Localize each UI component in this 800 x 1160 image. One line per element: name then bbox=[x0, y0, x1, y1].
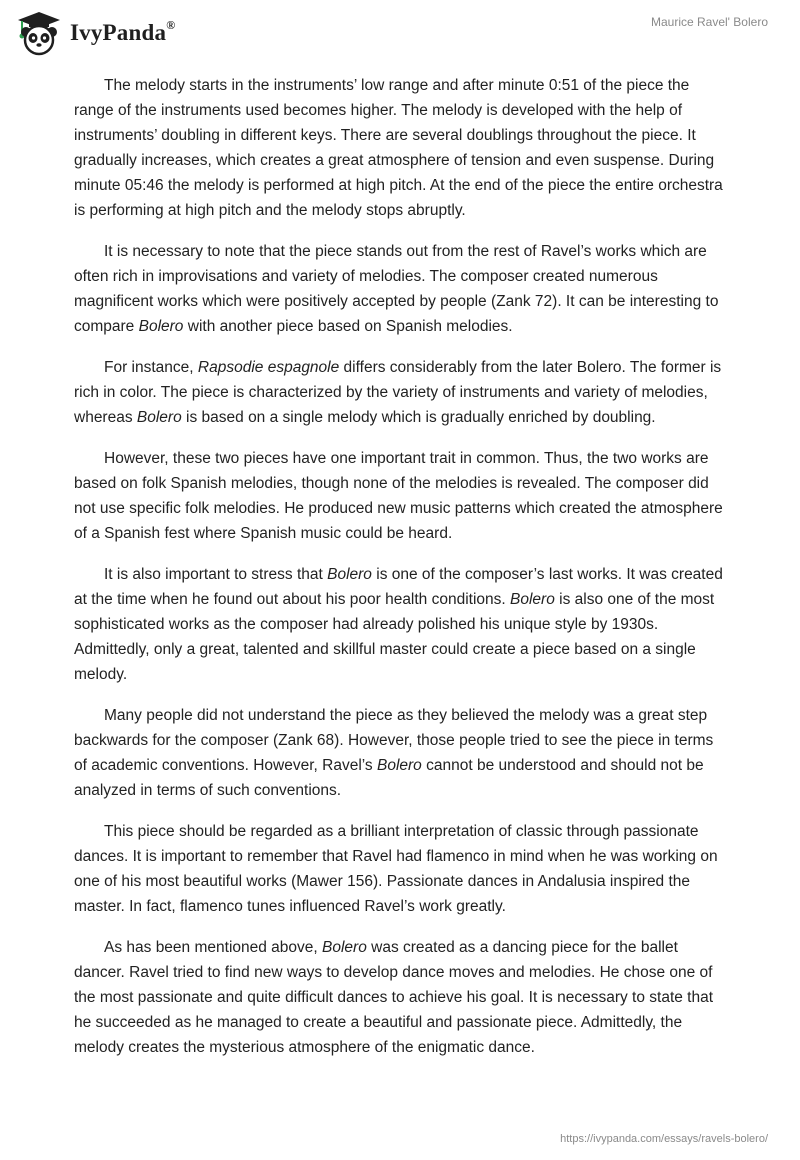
paragraph-text: However, these two pieces have one important trait in common. Thus, the two works are based on folk Spanish melodies, though none of the melodies is revealed. The composer did not use specific folk melodies. He produced new music patterns which created the atmosphere of a Spanish fest where Spanish music could be heard. bbox=[74, 450, 723, 542]
body-paragraph bbox=[74, 935, 726, 1060]
paragraph-text: It is necessary to note that the piece stands out from the rest of Ravel’s works which are often rich in improvisations and variety of melodies. The composer created numerous magnificent works which were positively accepted by people (Zank 72). It can be interesting to compare bbox=[74, 243, 719, 335]
italic-title: Rapsodie espagnole bbox=[197, 359, 340, 376]
italic-title: Bolero bbox=[510, 591, 555, 608]
italic-title: Bolero bbox=[136, 409, 182, 426]
italic-title: Bolero bbox=[322, 939, 367, 956]
body-paragraph bbox=[74, 446, 726, 546]
body-paragraph bbox=[74, 819, 726, 919]
paragraph-text: is one of the composer’s last works. It was created at the time when he found out about his poor health conditions. bbox=[74, 566, 723, 608]
paragraph-text: is also one of the most sophisticated works as the composer had already polished his unique style by 1930s. Admittedly, only a great, talented and skillful master could create a piece based on a single melody. bbox=[74, 591, 715, 683]
paragraph-text: Many people did not understand the piece as they believed the melody was a great step backwards for the composer (Zank 68). However, those people tried to see the piece in terms of academic conventions. However, Ravel’s bbox=[74, 707, 714, 774]
paragraph-text: This piece should be regarded as a brilliant interpretation of classic through passionate dances. It is important to remember that Ravel had flamenco in mind when he was working on one of his most beautiful works (Mawer 156). Passionate dances in Andalusia inspired the master. In fact, flamenco tunes influenced Ravel’s work greatly. bbox=[74, 823, 718, 915]
paragraph-text: The melody starts in the instruments’ low range and after minute 0:51 of the piece the range of the instruments used becomes higher. The melody is developed with the help of instruments’ doubling in different keys. There are several doublings throughout the piece. It gradually increases, which creates a great atmosphere of tension and even suspense. During minute 05:46 the melody is performed at high pitch. At the end of the piece the entire orchestra is performing at high pitch and the melody stops abruptly. bbox=[74, 77, 723, 219]
italic-title: Bolero bbox=[327, 566, 372, 583]
body-paragraph bbox=[74, 703, 726, 803]
italic-title: Bolero bbox=[376, 757, 422, 774]
body-paragraph bbox=[74, 239, 726, 339]
document-title: Maurice Ravel' Bolero bbox=[650, 15, 768, 29]
site-logo[interactable] bbox=[16, 10, 175, 56]
panda-logo-icon bbox=[16, 10, 62, 56]
body-paragraph bbox=[74, 73, 726, 223]
paragraph-text: with another piece based on Spanish melodies. bbox=[183, 318, 513, 335]
paragraph-text: differs considerably from the later Bolero. The former is rich in color. The piece is characterized by the variety of instruments and variety of melodies, whereas bbox=[74, 359, 722, 426]
paragraph-text: was created as a dancing piece for the ballet dancer. Ravel tried to find new ways to develop dance moves and melodies. He chose one of the most passionate and quite difficult dances to achieve his goal. It is necessary to state that he succeeded as he managed to create a beautiful and passionate piece. Admittedly, the melody creates the mysterious atmosphere of the enigmatic dance. bbox=[74, 939, 714, 1056]
source-url[interactable]: https://ivypanda.com/essays/ravels-bolero/ bbox=[560, 1133, 768, 1145]
paragraph-text: is based on a single melody which is gradually enriched by doubling. bbox=[181, 409, 656, 426]
paragraph-text: As has been mentioned above, bbox=[104, 939, 323, 956]
paragraph-text: For instance, bbox=[104, 359, 198, 376]
body-paragraph bbox=[74, 562, 726, 687]
logo-text: IvyPanda bbox=[70, 20, 167, 45]
italic-title: Bolero bbox=[138, 318, 184, 335]
registered-mark: ® bbox=[166, 18, 176, 33]
page-header bbox=[0, 0, 800, 60]
essay-body bbox=[74, 73, 726, 1076]
paragraph-text: cannot be understood and should not be analyzed in terms of such conventions. bbox=[74, 757, 704, 799]
logo-wordmark bbox=[70, 20, 175, 46]
paragraph-text: It is also important to stress that bbox=[104, 566, 328, 583]
body-paragraph bbox=[74, 355, 726, 430]
